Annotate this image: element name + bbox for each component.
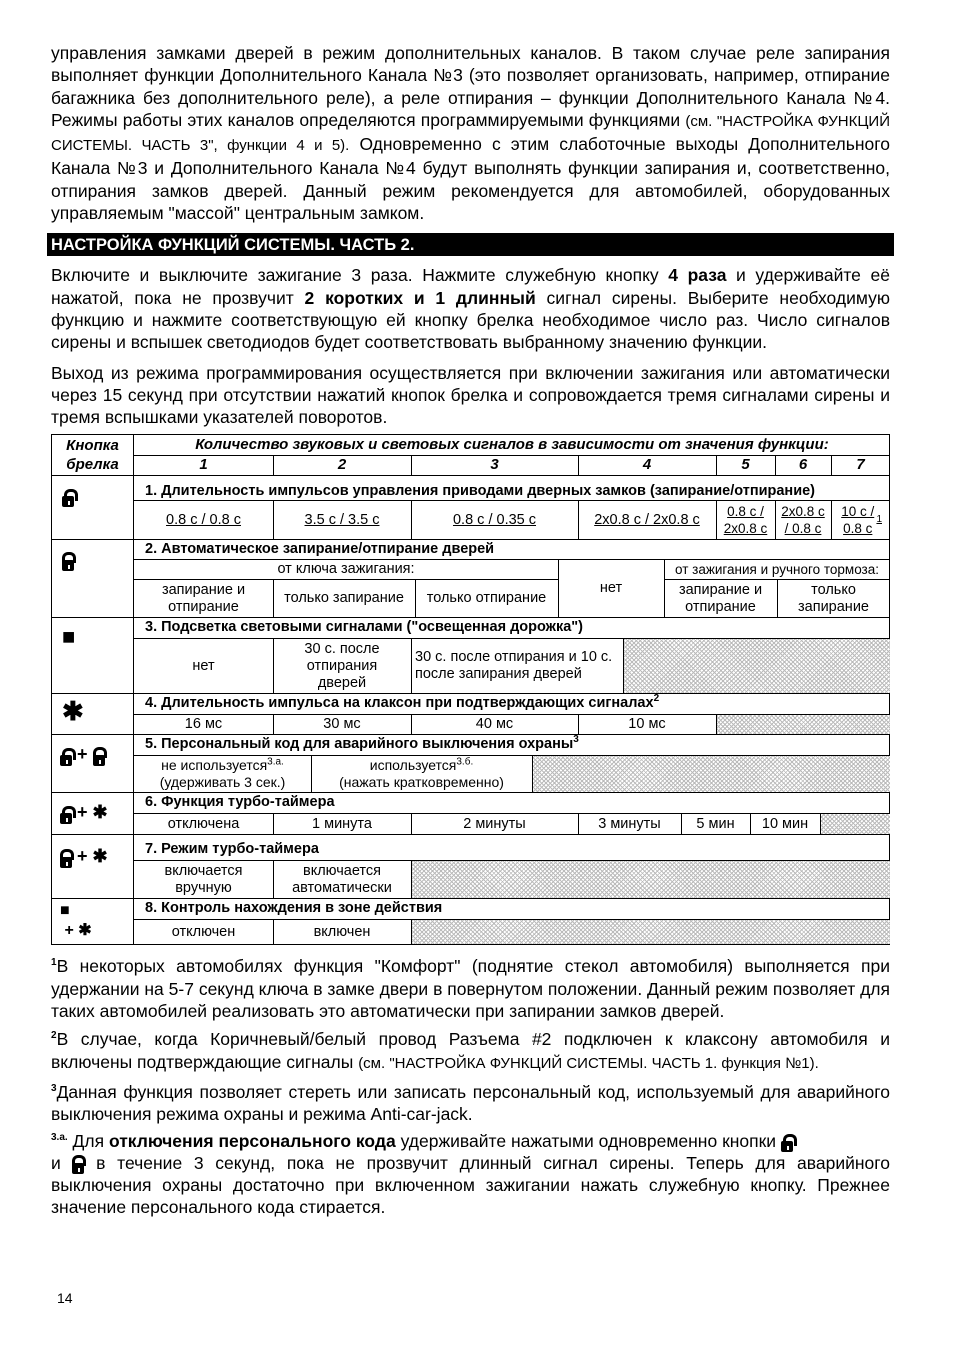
lock-open-icon (62, 547, 74, 571)
f1-value-6: 2x0.8 с / 0.8 с (781, 504, 825, 537)
f4-value-2: 30 мс (323, 716, 361, 733)
f7-value-2: включается автоматически (292, 862, 392, 896)
col-4: 4 (642, 456, 652, 474)
f1-value-4: 2x0.8 с / 2x0.8 с (594, 511, 700, 528)
f3-value-2: 30 с. после отпирания дверей (304, 640, 380, 691)
page-content (51, 42, 890, 1219)
function-5-title: 5. Персональный код для аварийного выключения охраны$^3$ (145, 734, 579, 753)
f1-value-5: 0.8 с / 2x0.8 с (723, 504, 768, 537)
f3-value-3: 30 с. после отпирания и 10 с. после запирания дверей (415, 649, 613, 683)
f8-value-1: отключен (171, 923, 236, 940)
f8-value-2: включен (313, 923, 371, 940)
intro-paragraph: управления замками дверей в режим дополнительных каналов. В таком случае реле запирания выполняет функции Дополнительного Канала №3 (это позволяет организовать, например, отпирание багажника без дополнительного реле), а реле отпирания – функции Дополнительного Канала №4. Режимы работы этих каналов определяются программируемыми функциями (см. "НАСТРОЙКА ФУНКЦИЙ СИСТЕМЫ. ЧАСТЬ 3", функции 4 и 5). Одновременно с этим слаботочные выходы Дополнительного Канала №3 и Дополнительного Канала №4 будут выполнять функции запирания и, соответственно, отпирания замков дверей. Данный режим рекомендуется для автомобилей, оборудованных управляемым "массой" центральным замком. (51, 43, 890, 224)
lock-open-icon (72, 1163, 84, 1174)
f6-value-4: 3 минуты (598, 815, 661, 832)
col-7: 7 (856, 456, 865, 474)
function-7-title: 7. Режим турбо-таймера (145, 841, 319, 858)
col-6: 6 (798, 456, 808, 474)
f1-value-3: 0.8 с / 0.35 с (452, 511, 537, 528)
car-light-icon: ■ (62, 624, 76, 650)
function-2-title: 2. Автоматическое запирание/отпирание дверей (145, 541, 495, 558)
f4-value-4: 10 мс (628, 716, 666, 733)
lock-closed-icon (781, 1141, 793, 1152)
exit-paragraph: Выход из режима программирования осуществляется при включении зажигания или автоматически через 15 секунд при отсутствии нажатий кнопок брелка и сопровождается тремя сигналами сирены и тремя вспышками указателей поворотов. (51, 362, 890, 428)
col-3: 3 (490, 456, 499, 474)
f5-unused-area (533, 756, 890, 792)
f6-unused-area (821, 814, 890, 834)
f8-unused-area (412, 920, 890, 944)
col-2: 2 (337, 456, 347, 474)
car-light-plus-asterisk-icon: ■ + ✱ (60, 902, 92, 940)
footnote-1: $^1$В некоторых автомобилях функция "Комфорт" (поднятие стекол автомобиля) выполняется при удержании на 5-7 секунд ключа в замке двери в повернутом положении. Данный режим позволяет для таких автомобилей реализовать это автоматически при запирании замков дверей. (51, 956, 890, 1022)
function-3-title: 3. Подсветка световыми сигналами ("освещенная дорожка") (145, 619, 583, 636)
f7-unused-area (412, 861, 890, 898)
asterisk-icon: ✱ (62, 696, 84, 727)
section-title: НАСТРОЙКА ФУНКЦИЙ СИСТЕМЫ. ЧАСТЬ 2. (47, 233, 894, 256)
f1-value-2: 3.5 с / 3.5 с (304, 511, 380, 528)
f3-value-1: нет (192, 657, 215, 674)
page-number: 14 (57, 1290, 73, 1306)
instructions-paragraph: Включите и выключите зажигание 3 раза. Нажмите служебную кнопку 4 раза и удерживайте её нажатой, пока не прозвучит 2 коротких и 1 длинный сигнал сирены. Выберите необходимую функцию и нажмите соответствующую ей кнопку брелка необходимое число раз. Число сигналов сирены и вспышек светодиодов будет соответствовать выбранному значению функции. (51, 265, 890, 353)
unlock-plus-asterisk-icon: + ✱ (60, 844, 108, 868)
f6-value-3: 2 минуты (463, 815, 526, 832)
f7-value-1: включается вручную (164, 862, 243, 896)
col-5: 5 (741, 456, 750, 474)
f2-group-key: от ключа зажигания: (277, 561, 415, 578)
footnote-3: $^3$Данная функция позволяет стереть или записать персональный код, используемый для аварийного выключения режима охраны и режима Anti-car-jack. (51, 1081, 890, 1125)
f2-value-4: нет (599, 580, 623, 597)
f6-value-6: 10 мин (761, 815, 809, 832)
f2-value-2: только запирание (284, 590, 404, 607)
f4-value-1: 16 мс (184, 716, 223, 733)
lock-plus-asterisk-icon: + ✱ (60, 800, 108, 824)
header-count: Количество звуковых и световых сигналов в зависимости от значения функции: (195, 436, 829, 454)
lock-closed-icon (62, 483, 74, 507)
f6-value-5: 5 мин (696, 815, 735, 832)
f1-value-1: 0.8 с / 0.8 с (166, 511, 241, 528)
f4-value-3: 40 мс (475, 716, 514, 733)
col-1: 1 (199, 456, 208, 474)
footnote-3a: $^{3.а.}$ Для отключения персонального кода удерживайте нажатыми одновременно кнопки и в течение 3 секунд, пока не прозвучит длинный сигнал сирены. Теперь для аварийного выключения охраны достаточно при включенном зажигании нажать служебную кнопку. Прежнее значение персонального кода стирается. (51, 1130, 891, 1218)
functions-table (51, 434, 890, 945)
f2-value-6: только запирание (798, 581, 869, 615)
function-8-title: 8. Контроль нахождения в зоне действия (145, 900, 443, 917)
f2-value-1: запирание и отпирание (161, 581, 246, 615)
header-button: Кнопка брелка (66, 437, 119, 474)
f5-value-1: не используется$^{3.а.}$ (удерживать 3 сек.) (159, 756, 286, 791)
function-4-title: 4. Длительность импульса на клаксон при подтверждающих сигналах$^2$ (145, 693, 660, 712)
f3-unused-area (624, 639, 890, 693)
f6-value-1: отключена (167, 815, 240, 832)
f4-unused-area (717, 715, 890, 734)
f6-value-2: 1 минута (312, 815, 372, 832)
f2-value-3: только отпирание (426, 590, 547, 607)
footnote-2: $^2$В случае, когда Коричневый/белый провод Разъема #2 подключен к клаксону автомобиля и включены подтверждающие сигналы (см. "НАСТРОЙКА ФУНКЦИЙ СИСТЕМЫ. ЧАСТЬ 1. функция №1). (51, 1029, 890, 1072)
f5-value-2: используется$^{3.б.}$ (нажать кратковременно) (339, 756, 504, 791)
function-1-title: 1. Длительность импульсов управления приводами дверных замков (запирание/отпирание) (145, 483, 816, 500)
function-6-title: 6. Функция турбо-таймера (145, 794, 335, 811)
f2-value-5: запирание и отпирание (678, 581, 763, 615)
f1-value-7: 10 с / 0.8 с 1 (841, 504, 882, 537)
lock-plus-unlock-icon: + (60, 742, 105, 766)
f2-group-brake: от зажигания и ручного тормоза: (674, 562, 880, 578)
